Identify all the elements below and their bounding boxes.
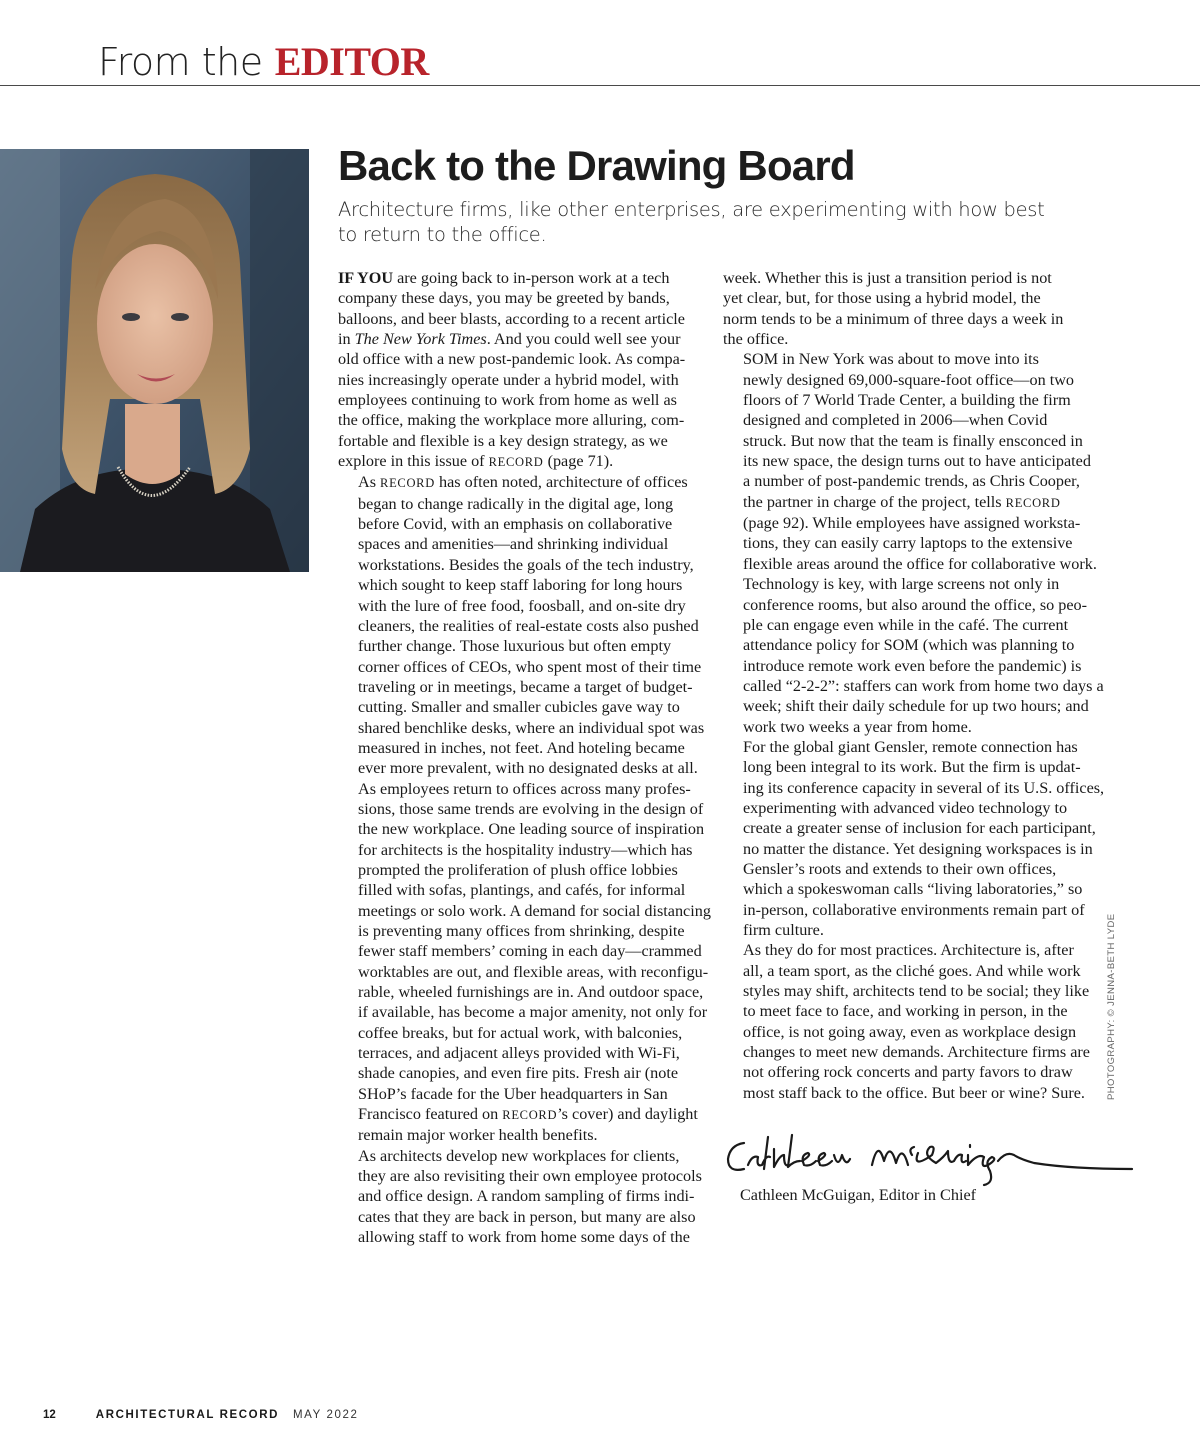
paragraph (338, 779, 711, 1146)
text-line: most staff back to the office. But beer or wine? Sure. (743, 1083, 1085, 1102)
text-line: which sought to keep staff laboring for long hours (358, 576, 683, 595)
text-line: As they do for most practices. Architecture is, after (743, 941, 1074, 960)
text-line: the office. (723, 330, 789, 349)
text-line: before Covid, with an emphasis on collaborative (358, 515, 673, 534)
text-line: attendance policy for SOM (which was planning to (743, 636, 1075, 655)
text-line: in The New York Times. And you could well see your (338, 330, 681, 349)
text-line: week. Whether this is just a transition period is not (723, 269, 1052, 287)
photo-credit: PHOTOGRAPHY: © JENNA-BETH LYDE (1106, 913, 1117, 1100)
text-line: SOM in New York was about to move into its (743, 350, 1039, 369)
text-line: create a greater sense of inclusion for each participant, (743, 819, 1096, 838)
section-title-from: From the (98, 40, 263, 84)
paragraph (723, 349, 1104, 737)
text-line: workstations. Besides the goals of the tech industry, (358, 555, 694, 574)
text-line: flexible areas around the office for collaborative work. (743, 554, 1097, 573)
text-line: the office, making the workplace more alluring, com- (338, 411, 685, 430)
text-line: explore in this issue of RECORD (page 71). (338, 452, 614, 471)
text-line: long been integral to its work. But the firm is updat- (743, 758, 1081, 777)
text-line: filled with sofas, plantings, and cafés, for informal (358, 881, 686, 900)
text-line: for architects is the hospitality industry—which has (358, 840, 693, 859)
text-line: which a spokeswoman calls “living laboratories,” so (743, 880, 1083, 899)
text-line: prompted the proliferation of plush office lobbies (358, 860, 678, 879)
text-line: work two weeks a year from home. (743, 717, 972, 736)
text-line: SHoP’s facade for the Uber headquarters in San (358, 1084, 668, 1103)
page-number: 12 (43, 1409, 56, 1421)
text-line: they are also revisiting their own employee protocols (358, 1167, 702, 1186)
paragraph (338, 268, 708, 472)
article-title: Back to the Drawing Board (338, 142, 855, 189)
signoff-name-title: Cathleen McGuigan, Editor in Chief (740, 1186, 977, 1204)
paragraph (723, 940, 1093, 1103)
text-line: spaces and amenities—and shrinking individual (358, 535, 669, 554)
text-line: its new space, the design turns out to have anticipated (743, 452, 1091, 471)
paragraph (338, 472, 708, 778)
text-line: to meet face to face, and working in person, in the (743, 1002, 1068, 1021)
text-line: meetings or solo work. A demand for social distancing (358, 901, 711, 920)
paragraph (723, 268, 1093, 349)
text-line: the new workplace. One leading source of inspiration (358, 820, 705, 839)
text-line: old office with a new post-pandemic look. As compa- (338, 350, 686, 369)
text-line: ever more prevalent, with no designated desks at all. (358, 759, 698, 778)
text-line: week; shift their daily schedule for up two hours; and (743, 697, 1089, 716)
text-line: the partner in charge of the project, tells RECORD (743, 492, 1061, 511)
text-line: not offering rock concerts and party favors to draw (743, 1063, 1073, 1082)
text-line: (page 92). While employees have assigned worksta- (743, 514, 1081, 533)
body-column-right (723, 268, 1105, 1103)
text-line: norm tends to be a minimum of three days a week in (723, 309, 1064, 328)
text-line: nies increasingly operate under a hybrid model, with (338, 370, 679, 389)
text-line: tions, they can easily carry laptops to the extensive (743, 534, 1073, 553)
text-line: Technology is key, with large screens not only in (743, 575, 1060, 594)
text-line: yet clear, but, for those using a hybrid model, the (723, 289, 1041, 308)
text-line: changes to meet new demands. Architecture firms are (743, 1043, 1090, 1062)
page-footer (43, 1409, 358, 1421)
text-line: no matter the distance. Yet designing workspaces is in (743, 839, 1093, 858)
text-line: corner offices of CEOs, who spent most of their time (358, 657, 702, 676)
text-line: balloons, and beer blasts, according to a recent article (338, 309, 685, 328)
section-title (98, 38, 429, 86)
body-column-left (338, 268, 711, 1248)
text-line: newly designed 69,000-square-foot office—on two (743, 370, 1075, 389)
text-line: fewer staff members’ coming in each day—crammed (358, 942, 702, 961)
text-line: As RECORD has often noted, architecture of offices (358, 473, 688, 492)
text-line: cleaners, the realities of real-estate costs also pushed (358, 616, 699, 635)
text-line: IF YOU are going back to in-person work at a tech (338, 269, 670, 287)
text-line: rable, wheeled furnishings are in. And outdoor space, (358, 983, 704, 1002)
text-line: styles may shift, architects tend to be social; they like (743, 982, 1090, 1001)
publication-name: The New York Times (354, 330, 487, 349)
paragraph (338, 1146, 708, 1248)
text-line: is preventing many offices from shrinking, despite (358, 922, 685, 940)
text-line: struck. But now that the team is finally ensconced in (743, 431, 1083, 450)
text-line: cates that they are back in person, but many are also (358, 1207, 696, 1226)
section-header (0, 0, 1200, 86)
text-line: As employees return to offices across many profes- (358, 779, 691, 798)
text-line: with the lure of free food, foosball, and on-site dry (358, 596, 686, 615)
text-line: As architects develop new workplaces for clients, (358, 1146, 680, 1165)
text-line: measured in inches, not feet. And hoteling became (358, 738, 685, 757)
text-line: fortable and flexible is a key design strategy, as we (338, 431, 668, 450)
text-line: worktables are out, and flexible areas, with reconfigu- (358, 962, 709, 981)
paragraph (723, 737, 1105, 940)
text-line: ple can engage even while in the café. The current (743, 615, 1069, 634)
magazine-name: ARCHITECTURAL RECORD (95, 1409, 279, 1421)
text-line: allowing staff to work from home some days of the (358, 1228, 690, 1247)
text-line: remain major worker health benefits. (358, 1126, 598, 1145)
issue-date: MAY 2022 (293, 1409, 359, 1421)
text-line: For the global giant Gensler, remote connection has (743, 737, 1078, 756)
text-line: traveling or in meetings, became a target of budget- (358, 677, 693, 696)
text-line: further change. Those luxurious but often empty (358, 637, 672, 656)
text-line: shared benchlike desks, where an individual spot was (358, 718, 705, 737)
text-line: terraces, and adjacent alleys provided with Wi-Fi, (358, 1044, 680, 1063)
text-line: ing its conference capacity in several of its U.S. offices, (743, 778, 1105, 797)
text-line: coffee breaks, but for actual work, with balconies, (358, 1023, 683, 1042)
text-line: in-person, collaborative environments remain part of (743, 900, 1085, 919)
text-line: cutting. Smaller and smaller cubicles gave way to (358, 698, 680, 717)
text-line: Gensler’s roots and extends to their own offices, (743, 859, 1057, 878)
text-line: conference rooms, but also around the office, so peo- (743, 595, 1088, 614)
text-line: company these days, you may be greeted by bands, (338, 289, 670, 308)
lead-in: IF YOU (338, 269, 394, 287)
editor-portrait-image (0, 149, 309, 572)
text-line: designed and completed in 2006—when Covid (743, 411, 1048, 430)
text-line: called “2-2-2”: staffers can work from home two days a (743, 676, 1104, 695)
text-line: and office design. A random sampling of firms indi- (358, 1187, 695, 1206)
text-line: employees continuing to work from home as well as (338, 391, 677, 410)
text-line: sions, those same trends are evolving in the design of (358, 799, 704, 818)
text-line: began to change radically in the digital age, long (358, 494, 674, 513)
text-line: office, is not going away, even as workplace design (743, 1022, 1077, 1041)
text-line: shade canopies, and even fire pits. Fresh air (note (358, 1064, 679, 1083)
text-line: Francisco featured on RECORD’s cover) and daylight (358, 1105, 698, 1124)
section-title-editor: EDITOR (274, 39, 429, 84)
text-line: floors of 7 World Trade Center, a building the firm (743, 391, 1071, 410)
text-line: a number of post-pandemic trends, as Chris Cooper, (743, 472, 1080, 491)
text-line: introduce remote work even before the pandemic) is (743, 656, 1082, 675)
text-line: firm culture. (743, 921, 824, 939)
editor-portrait-photo (0, 149, 309, 572)
article-deck: Architecture firms, like other enterprises, are experimenting with how best to return to the office. (338, 198, 1045, 246)
text-line: if available, has become a major amenity, not only for (358, 1003, 708, 1022)
text-line: experimenting with advanced video technology to (743, 798, 1068, 817)
text-line: all, a team sport, as the cliché goes. And while work (743, 961, 1081, 980)
